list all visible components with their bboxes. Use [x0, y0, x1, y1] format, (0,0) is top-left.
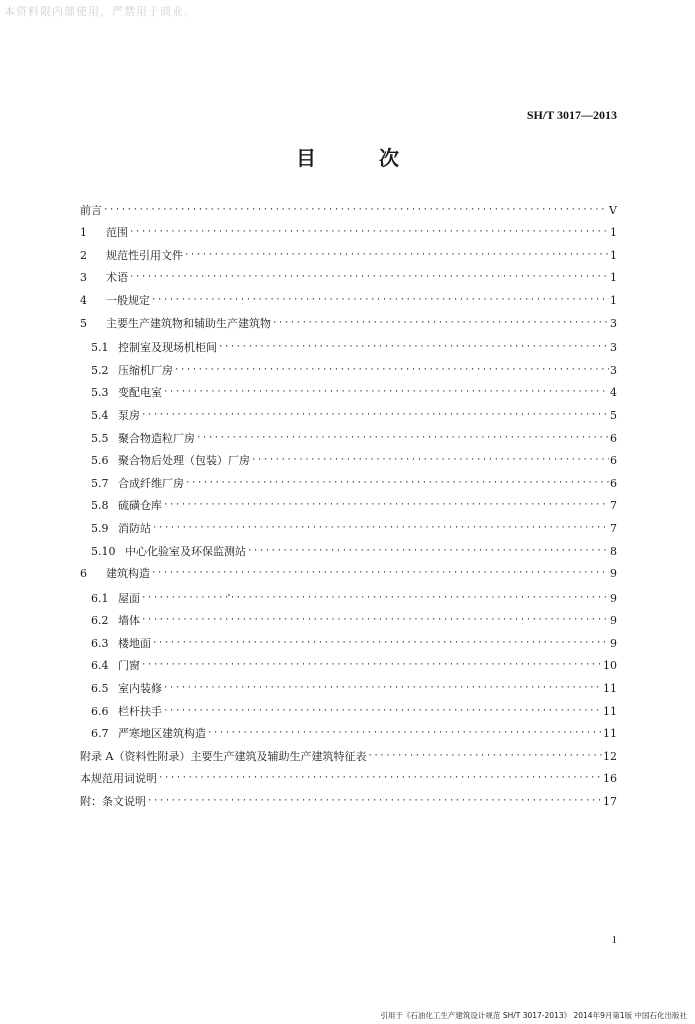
toc-entry-6-2[interactable]	[80, 605, 617, 628]
toc-entry-title: 范围	[106, 226, 128, 240]
toc-entry-6-6[interactable]	[80, 695, 617, 718]
toc-entry-title: 一般规定	[106, 293, 150, 307]
dot-leader	[163, 705, 602, 718]
dot-leader	[218, 341, 609, 354]
toc-entry-number: 6	[80, 567, 87, 581]
toc-entry-number: 6.5	[91, 682, 109, 696]
dot-leader	[152, 637, 609, 650]
dot-leader	[367, 750, 602, 763]
toc-entry-page: 5	[610, 408, 617, 422]
dot-leader	[196, 432, 609, 445]
toc-entry-page: 12	[603, 749, 617, 763]
toc-entry-5-5[interactable]	[80, 422, 617, 445]
toc-entry-title: 规范性引用文件	[106, 248, 183, 262]
dot-leader	[147, 795, 602, 808]
toc-entry-5-6[interactable]	[80, 445, 617, 468]
dot-leader	[163, 386, 609, 399]
page-number: 1	[611, 934, 617, 946]
toc-entry-page: 11	[603, 704, 617, 718]
dot-leader	[141, 592, 609, 605]
toc-entry-page: 6	[610, 454, 617, 468]
toc-entry-number: 5.1	[91, 341, 109, 355]
toc-entry-page: 7	[610, 499, 617, 513]
toc-entry-page: 10	[603, 659, 617, 673]
toc-entry-page: 6	[610, 431, 617, 445]
toc-entry-title: 严寒地区建筑构造	[118, 727, 206, 741]
toc-entry-page: 1	[610, 271, 617, 285]
toc-entry-number: 5.7	[91, 476, 109, 490]
toc-entry-title: 室内装修	[118, 682, 162, 696]
dot-leader	[103, 204, 608, 217]
toc-entry-number: 6.1	[91, 591, 109, 605]
toc-entry-title: 消防站	[118, 521, 151, 535]
toc-entry-page: 11	[603, 682, 617, 696]
toc-entry-6-1[interactable]	[80, 582, 617, 605]
toc-entry-5-1[interactable]	[80, 332, 617, 355]
toc-entry-page: 11	[603, 727, 617, 741]
toc-entry-title: 聚合物后处理（包装）厂房	[118, 454, 250, 468]
dot-leader	[151, 567, 609, 580]
toc-entry-number: 6.3	[91, 636, 109, 650]
toc-entry-title: 压缩机厂房	[118, 363, 173, 377]
toc-entry-title: 本规范用词说明	[80, 772, 157, 786]
toc-entry-2[interactable]	[80, 239, 617, 262]
toc-entry-page: 1	[610, 293, 617, 307]
toc-entry-page: 1	[610, 226, 617, 240]
toc-entry-number: 5.9	[91, 521, 109, 535]
toc-entry-number: 2	[80, 248, 87, 262]
toc-entry-number: 4	[80, 293, 87, 307]
toc-entry-page: 6	[610, 476, 617, 490]
dot-leader	[141, 614, 609, 627]
toc-entry-title: 门窗	[118, 659, 140, 673]
toc-entry-number: 5.3	[91, 386, 109, 400]
toc-entry-5-7[interactable]	[80, 467, 617, 490]
toc-entry-title: 聚合物造粒厂房	[118, 431, 195, 445]
toc-entry-5-2[interactable]	[80, 354, 617, 377]
toc-entry-number: 5.10	[91, 544, 116, 558]
toc-entry-title: 泵房	[118, 408, 140, 422]
toc-entry-5[interactable]	[80, 307, 617, 330]
dot-leader	[129, 226, 609, 239]
toc-entry-number: 1	[80, 226, 87, 240]
toc-entry-4[interactable]	[80, 284, 617, 307]
dot-leader	[129, 271, 609, 284]
toc-entry-page: 9	[610, 567, 617, 581]
toc-entry-1[interactable]	[80, 217, 617, 240]
toc-entry-title: 附录 A（资料性附录）主要生产建筑及辅助生产建筑特征表	[80, 749, 367, 763]
toc-entry-title: 栏杆扶手	[118, 704, 162, 718]
dot-leader	[251, 454, 609, 467]
toc-entry-page: 16	[603, 772, 617, 786]
toc-entry-title: 楼地面	[118, 636, 151, 650]
dot-leader	[141, 659, 602, 672]
toc-entry-title: 屋面	[118, 591, 140, 605]
toc-entry-title: 墙体	[118, 614, 140, 628]
toc-entry-appendix-a[interactable]	[80, 740, 617, 763]
toc-entry-number: 6.6	[91, 704, 109, 718]
toc-entry-wording-explanation[interactable]	[80, 763, 617, 786]
toc-entry-page: V	[609, 203, 617, 217]
toc-entry-number: 5.2	[91, 363, 109, 377]
toc-entry-page: 8	[610, 544, 617, 558]
table-of-contents	[80, 194, 617, 808]
toc-entry-number: 6.2	[91, 614, 109, 628]
toc-entry-6[interactable]	[80, 558, 617, 581]
toc-entry-page: 3	[610, 341, 617, 355]
page-title: 目 次	[296, 146, 427, 170]
toc-entry-page: 17	[603, 795, 617, 809]
toc-entry-number: 5.8	[91, 499, 109, 513]
toc-entry-number: 3	[80, 271, 87, 285]
toc-entry-5-3[interactable]	[80, 377, 617, 400]
dot-leader	[174, 364, 609, 377]
toc-entry-6-5[interactable]	[80, 672, 617, 695]
dot-leader	[152, 522, 609, 535]
dot-leader	[272, 317, 609, 330]
toc-entry-page: 3	[610, 363, 617, 377]
toc-entry-clause-explanation[interactable]	[80, 785, 617, 808]
dot-leader	[141, 409, 609, 422]
dot-leader	[163, 499, 609, 512]
toc-entry-page: 1	[610, 248, 617, 262]
toc-entry-title: 中心化验室及环保监测站	[125, 544, 246, 558]
toc-entry-page: 9	[610, 614, 617, 628]
dot-leader	[163, 682, 602, 695]
toc-entry-title: 建筑构造	[106, 567, 150, 581]
toc-entry-page: 9	[610, 636, 617, 650]
toc-entry-number: 5.6	[91, 454, 109, 468]
toc-entry-number: 5.4	[91, 408, 109, 422]
toc-entry-number: 6.7	[91, 727, 109, 741]
toc-entry-5-9[interactable]	[80, 512, 617, 535]
toc-entry-6-4[interactable]	[80, 650, 617, 673]
toc-entry-title: 控制室及现场机柜间	[118, 341, 217, 355]
toc-entry-title: 变配电室	[118, 386, 162, 400]
toc-entry-5-8[interactable]	[80, 490, 617, 513]
toc-entry-title: 主要生产建筑物和辅助生产建筑物	[106, 316, 271, 330]
standard-code: SH/T 3017—2013	[526, 108, 617, 122]
toc-entry-6-7[interactable]	[80, 718, 617, 741]
toc-entry-foreword[interactable]	[80, 194, 617, 217]
toc-entry-title: 合成纤维厂房	[118, 476, 184, 490]
dot-leader	[184, 249, 609, 262]
toc-entry-title: 前言	[80, 203, 102, 217]
toc-entry-title: 附：条文说明	[80, 795, 146, 809]
toc-entry-page: 3	[610, 316, 617, 330]
watermark-text: 本资料限内部使用，严禁用于商业。	[4, 5, 196, 18]
footer-citation: 引用于《石油化工生产建筑设计规范 SH/T 3017-2013》 2014年9月第1版 中国石化出版社	[380, 1011, 687, 1020]
toc-entry-5-4[interactable]	[80, 399, 617, 422]
toc-entry-number: 5.5	[91, 431, 109, 445]
toc-entry-number: 5	[80, 316, 87, 330]
dot-leader	[158, 772, 602, 785]
toc-entry-6-3[interactable]	[80, 627, 617, 650]
dot-leader	[247, 545, 609, 558]
scan-speck	[228, 594, 230, 596]
toc-entry-title: 术语	[106, 271, 128, 285]
toc-entry-3[interactable]	[80, 262, 617, 285]
toc-entry-5-10[interactable]	[80, 535, 617, 558]
toc-entry-page: 4	[610, 386, 617, 400]
dot-leader	[207, 727, 602, 740]
toc-entry-title: 硫磺仓库	[118, 499, 162, 513]
toc-entry-page: 7	[610, 521, 617, 535]
dot-leader	[185, 477, 609, 490]
toc-entry-number: 6.4	[91, 659, 109, 673]
dot-leader	[151, 294, 609, 307]
toc-entry-page: 9	[610, 591, 617, 605]
